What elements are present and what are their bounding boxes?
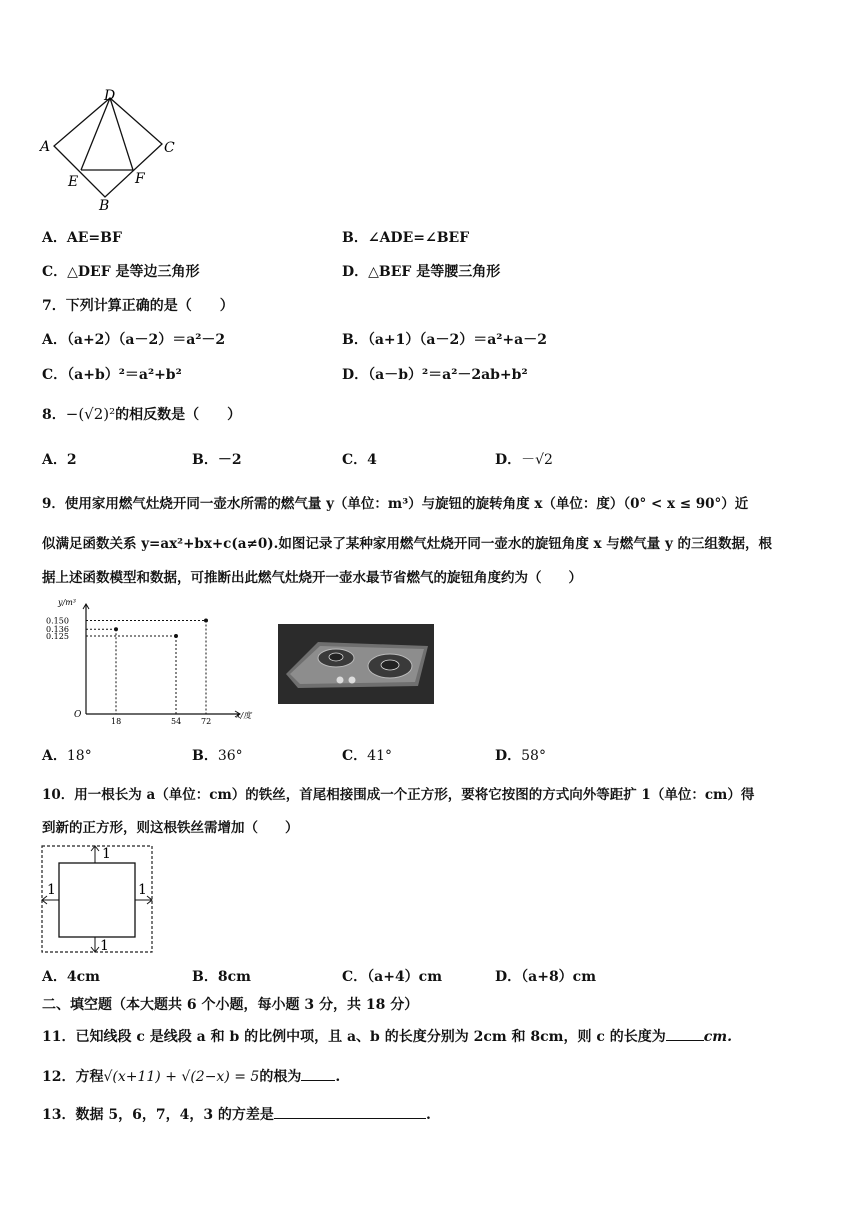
q9-option-b: [192, 747, 243, 765]
q6-option-a: A．AE=BF: [42, 230, 122, 246]
q9-line-1: 9．使用家用燃气灶烧开同一壶水所需的燃气量 y（单位：m³）与旋钮的旋转角度 x（单位：度）（0° < x ≤ 90°）近: [42, 496, 749, 512]
q9-line-2: 似满足函数关系 y=ax²+bx+c(a≠0).如图记录了某种家用燃气灶烧开同一壶水的旋钮角度 x 与燃气量 y 的三组数据，根: [42, 536, 773, 552]
q9-option-d: [495, 747, 546, 765]
q9-a-label: A．: [42, 748, 67, 764]
q10-option-d: D．（a+8）cm: [495, 969, 597, 985]
q7-a-text: （a+2）（a－2）＝a²－2: [66, 332, 226, 348]
q12: [42, 1066, 340, 1086]
y-axis-label: y/m³: [58, 598, 77, 607]
q7-c-label: C．: [42, 367, 68, 383]
q9-b-label: B．: [192, 748, 218, 764]
y-tick-label: 0.150: [46, 616, 69, 626]
q8-d-label: D．: [495, 452, 522, 468]
q10-line-1: 10．用一根长为 a（单位：cm）的铁丝，首尾相接围成一个正方形，要将它按图的方式向外等距扩 1（单位：cm）得: [42, 787, 755, 803]
q9-c-label: C．: [342, 748, 368, 764]
q10-line-2: 到新的正方形，则这根铁丝需增加（ ）: [42, 820, 299, 836]
vertex-a-label: A: [40, 139, 51, 155]
vertex-d-label: D: [104, 88, 116, 104]
data-point: [174, 634, 178, 638]
q7-option-d: [342, 366, 528, 384]
right-gap-label: 1: [138, 882, 147, 898]
q11: [42, 1026, 732, 1046]
q9-a-text: 18°: [66, 748, 92, 764]
gas-angle-chart: [44, 596, 264, 730]
q8-option-d: [495, 451, 553, 469]
x-axis-label: x/度: [236, 711, 252, 720]
q7-option-a: [42, 331, 225, 349]
square-expansion-figure: [38, 842, 156, 958]
q7-d-label: D．: [342, 367, 369, 383]
q13-text: 13．数据 5，6，7，4，3 的方差是: [42, 1107, 274, 1123]
q13-answer-blank[interactable]: [274, 1104, 426, 1119]
q12-num: 12．方程: [42, 1069, 104, 1085]
q7-c-text: （a+b）²＝a²+b²: [67, 367, 182, 383]
q7-a-label: A．: [42, 332, 67, 348]
q9-option-c: [342, 747, 392, 765]
q7-stem: 7．下列计算正确的是（ ）: [42, 298, 234, 314]
left-gap-label: 1: [47, 882, 56, 898]
q12-end: .: [335, 1069, 341, 1085]
q6-option-c: C．△DEF 是等边三角形: [42, 264, 200, 280]
q7-option-c: [42, 366, 182, 384]
q10-option-b: B．8cm: [192, 969, 251, 985]
q9-d-text: 58°: [521, 748, 546, 764]
gas-stove-photo: [278, 624, 434, 704]
knob-right-icon: [349, 677, 356, 684]
top-gap-label: 1: [102, 846, 111, 862]
x-tick-label: 18: [111, 717, 122, 726]
q12-answer-blank[interactable]: [301, 1066, 335, 1081]
q12-tail: 的根为: [259, 1069, 302, 1085]
data-point: [114, 627, 118, 631]
q11-unit: cm.: [703, 1029, 732, 1045]
q8-option-b: B．－2: [192, 452, 242, 468]
bottom-gap-label: 1: [100, 938, 109, 954]
vertex-c-label: C: [164, 140, 175, 156]
x-tick-label: 72: [201, 717, 212, 726]
q13: [42, 1104, 431, 1124]
vertex-b-label: B: [99, 198, 110, 212]
q7-option-b: [342, 331, 547, 349]
q8-stem-tail: 的相反数是（ ）: [115, 407, 242, 423]
q8-d-text: －√2: [521, 452, 553, 468]
q9-option-a: [42, 747, 92, 765]
q6-option-b: B．∠ADE=∠BEF: [342, 230, 470, 246]
q10-option-c: C．（a+4）cm: [342, 969, 443, 985]
q9-b-text: 36°: [217, 748, 243, 764]
q9-line-3: 据上述函数模型和数据，可推断出此燃气灶烧开一壶水最节省燃气的旋钮角度约为（ ）: [42, 570, 582, 586]
q8-expression: −(√2)²: [65, 405, 116, 423]
section-title: 二、填空题（本大题共 6 个小题，每小题 3 分，共 18 分）: [42, 997, 419, 1013]
q8-option-c: C．4: [342, 452, 377, 468]
q12-equation: √(x+11) + √(2−x) = 5: [103, 1069, 260, 1085]
q9-d-label: D．: [495, 748, 522, 764]
rhombus-figure: [36, 86, 186, 212]
q11-answer-blank[interactable]: [666, 1026, 704, 1041]
data-point: [204, 618, 208, 622]
x-tick-label: 54: [171, 717, 182, 726]
q8-option-a: A．2: [42, 452, 77, 468]
q6-option-d: D．△BEF 是等腰三角形: [342, 264, 501, 280]
q7-b-label: B．: [342, 332, 368, 348]
q7-d-text: （a－b）²＝a²－2ab+b²: [368, 367, 528, 383]
origin-label: O: [74, 710, 82, 720]
q13-end: .: [425, 1107, 431, 1123]
vertex-e-label: E: [68, 174, 79, 190]
vertex-f-label: F: [135, 171, 145, 187]
q7-b-text: （a+1）（a－2）＝a²+a－2: [367, 332, 547, 348]
y-tick-label: 0.136: [46, 625, 69, 635]
q8-num: 8．: [42, 407, 66, 423]
knob-left-icon: [337, 677, 344, 684]
q8-stem: [42, 405, 241, 424]
q11-text: 11．已知线段 c 是线段 a 和 b 的比例中项，且 a、b 的长度分别为 2cm 和 8cm，则 c 的长度为: [42, 1029, 666, 1045]
y-tick-label: 0.125: [46, 632, 69, 642]
q9-c-text: 41°: [367, 748, 392, 764]
q10-option-a: A．4cm: [42, 969, 100, 985]
